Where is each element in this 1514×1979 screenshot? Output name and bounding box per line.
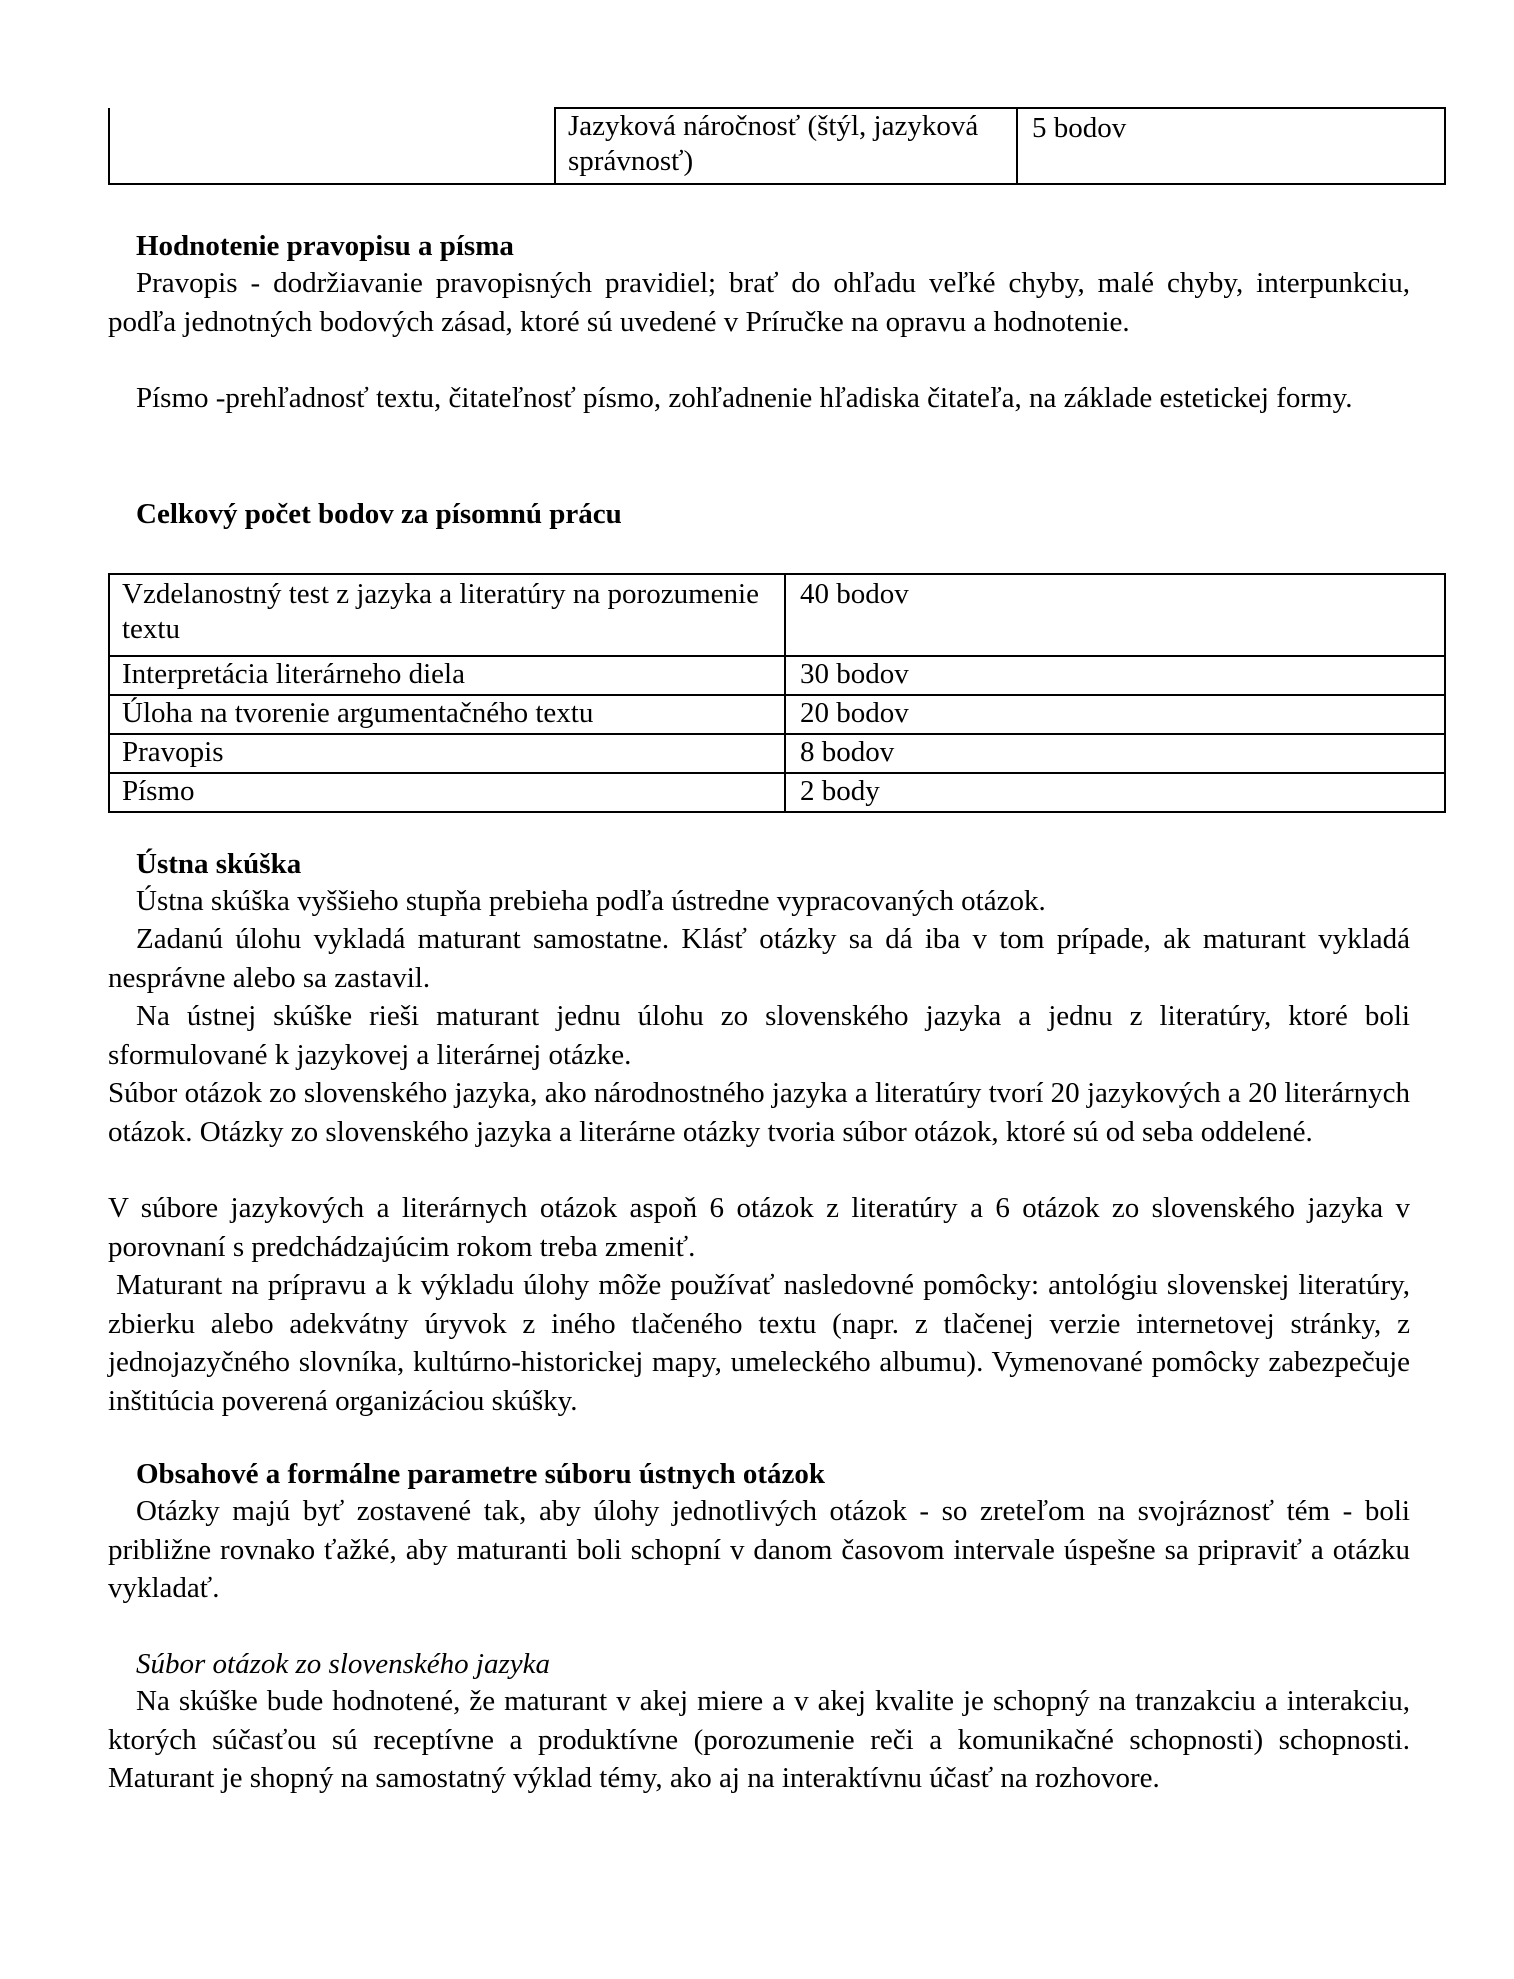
paragraph-oral-4: Súbor otázok zo slovenského jazyka, ako národnostného jazyka a literatúry tvorí 20 jazykových a 20 literárnych otázok. Otázky zo slovenského jazyka a literárne otázky tvoria súbor otázok, ktoré sú od seba oddelené. — [108, 1077, 1410, 1148]
table-row — [109, 695, 1445, 734]
paragraph-handwriting: Písmo -prehľadnosť textu, čitateľnosť písmo, zohľadnenie hľadiska čitateľa, na základe estetickej formy. — [136, 382, 1353, 414]
paragraph-parameters: Otázky majú byť zostavené tak, aby úlohy jednotlivých otázok - so zreteľom na svojráznosť tém - boli približne rovnako ťažké, aby maturanti boli schopní v danom časovom intervale úspešne sa pripraviť a otázku vykladať. — [108, 1495, 1410, 1604]
paragraph-oral-3: Na ústnej skúške rieši maturant jednu úlohu zo slovenského jazyka a jednu z literatúry, ktoré boli sformulované k jazykovej a literárnej otázke. — [108, 1000, 1410, 1071]
heading-oral-exam: Ústna skúška — [136, 848, 302, 880]
table-row — [109, 656, 1445, 695]
row-value: 2 body — [785, 773, 1445, 812]
row-label: Pravopis — [109, 734, 785, 773]
heading-oral-parameters: Obsahové a formálne parametre súboru ústnych otázok — [136, 1458, 826, 1490]
row-value: 30 bodov — [785, 656, 1445, 695]
paragraph-oral-6: Maturant na prípravu a k výkladu úlohy môže používať nasledovné pomôcky: antológiu slovenskej literatúry, zbierku alebo adekvátny úryvok z iného tlačeného textu (napr. z tlačenej verzie internetovej stránky, z jednojazyčného slovníka, kultúrno-historickej mapy, umeleckého albumu). Vymenované pomôcky zabezpečuje inštitúcia poverená organizáciou skúšky. — [108, 1269, 1410, 1417]
row-value: 40 bodov — [785, 574, 1445, 656]
table-row — [109, 574, 1445, 656]
row-label: Interpretácia literárneho diela — [109, 656, 785, 695]
empty-cell — [109, 108, 555, 184]
paragraph-oral-2: Zadanú úlohu vykladá maturant samostatne. Klásť otázky sa dá iba v tom prípade, ak maturant vykladá nesprávne alebo sa zastavil. — [108, 923, 1410, 994]
paragraph-language-questions: Na skúške bude hodnotené, že maturant v akej miere a v akej kvalite je schopný na tranzakciu a interakciu, ktorých súčasťou sú receptívne a produktívne (porozumenie reči a komunikačné schopnosti) schopnosti. Maturant je shopný na samostatný výklad témy, ako aj na interaktívnu účasť na rozhovore. — [108, 1685, 1410, 1794]
total-points-table — [108, 573, 1446, 813]
heading-spelling: Hodnotenie pravopisu a písma — [136, 230, 514, 262]
paragraph-oral-1: Ústna skúška vyššieho stupňa prebieha podľa ústredne vypracovaných otázok. — [136, 885, 1046, 917]
paragraph-spelling-rules: Pravopis - dodržiavanie pravopisných pravidiel; brať do ohľadu veľké chyby, malé chyby, interpunkciu, podľa jednotných bodových zásad, ktoré sú uvedené v Príručke na opravu a hodnotenie. — [108, 267, 1410, 338]
table-row — [109, 773, 1445, 812]
criterion-cell: Jazyková náročnosť (štýl, jazyková správnosť) — [555, 108, 1017, 184]
row-value: 8 bodov — [785, 734, 1445, 773]
points-cell: 5 bodov — [1017, 108, 1445, 184]
paragraph-oral-5: V súbore jazykových a literárnych otázok aspoň 6 otázok z literatúry a 6 otázok zo slovenského jazyka v porovnaní s predchádzajúcim rokom treba zmeniť. — [108, 1192, 1410, 1263]
heading-language-questions: Súbor otázok zo slovenského jazyka — [136, 1648, 550, 1680]
row-label: Vzdelanostný test z jazyka a literatúry na porozumenie textu — [109, 574, 785, 656]
row-value: 20 bodov — [785, 695, 1445, 734]
table-row — [109, 108, 1445, 184]
row-label: Úloha na tvorenie argumentačného textu — [109, 695, 785, 734]
top-criteria-table — [108, 107, 1446, 185]
row-label: Písmo — [109, 773, 785, 812]
heading-total-points: Celkový počet bodov za písomnú prácu — [136, 498, 622, 530]
table-row — [109, 734, 1445, 773]
